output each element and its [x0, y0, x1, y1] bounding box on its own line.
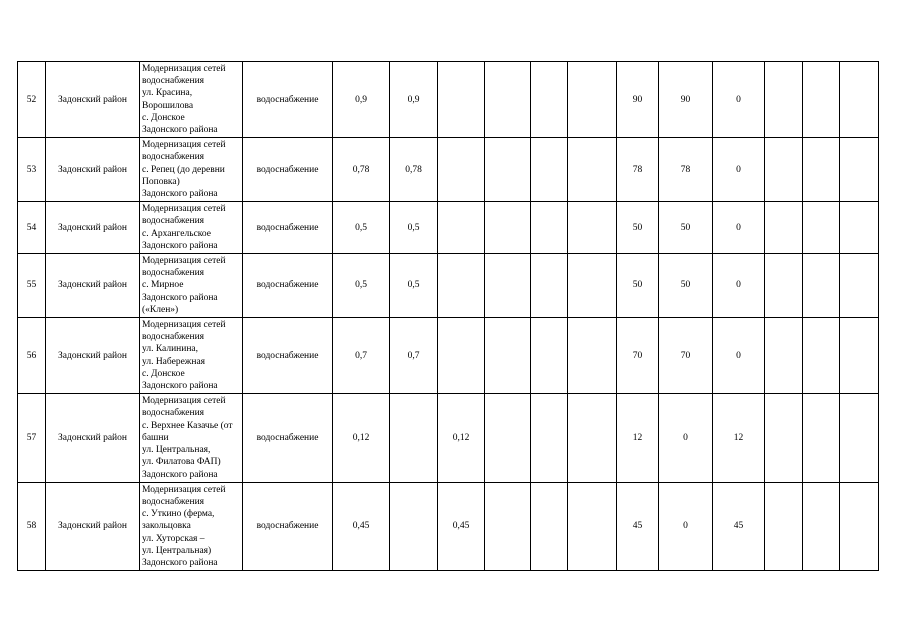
- row-number: 52: [18, 62, 46, 138]
- row-number: 53: [18, 138, 46, 202]
- value-cell-6: [568, 254, 617, 318]
- row-number: 58: [18, 482, 46, 570]
- value-cell-3: 0,45: [438, 482, 485, 570]
- value-cell-11: [803, 394, 840, 482]
- value-cell-7: 90: [617, 62, 659, 138]
- value-cell-7: 78: [617, 138, 659, 202]
- value-cell-4: [485, 482, 531, 570]
- row-number: 55: [18, 254, 46, 318]
- value-cell-7: 50: [617, 202, 659, 254]
- table-row: [18, 482, 879, 570]
- value-cell-2: [390, 482, 438, 570]
- value-cell-7: 70: [617, 318, 659, 394]
- value-cell-7: 45: [617, 482, 659, 570]
- value-cell-8: 0: [659, 482, 713, 570]
- value-cell-6: [568, 62, 617, 138]
- table-row: [18, 62, 879, 138]
- value-cell-5: [531, 62, 568, 138]
- value-cell-9: 0: [713, 138, 765, 202]
- table-row: [18, 394, 879, 482]
- value-cell-1: 0,78: [333, 138, 390, 202]
- value-cell-10: [765, 482, 803, 570]
- value-cell-9: 0: [713, 202, 765, 254]
- type-cell: водоснабжение: [243, 318, 333, 394]
- value-cell-8: 78: [659, 138, 713, 202]
- value-cell-1: 0,5: [333, 202, 390, 254]
- value-cell-12: [840, 62, 879, 138]
- value-cell-12: [840, 202, 879, 254]
- value-cell-8: 90: [659, 62, 713, 138]
- value-cell-2: [390, 394, 438, 482]
- value-cell-2: 0,5: [390, 254, 438, 318]
- value-cell-1: 0,45: [333, 482, 390, 570]
- value-cell-3: [438, 202, 485, 254]
- description-cell: Модернизация сетей водоснабжения с. Мирное Задонского района («Клен»): [140, 254, 243, 318]
- value-cell-8: 50: [659, 202, 713, 254]
- value-cell-11: [803, 202, 840, 254]
- value-cell-3: [438, 254, 485, 318]
- value-cell-12: [840, 138, 879, 202]
- district-cell: Задонский район: [46, 62, 140, 138]
- value-cell-2: 0,78: [390, 138, 438, 202]
- value-cell-7: 50: [617, 254, 659, 318]
- description-cell: Модернизация сетей водоснабжения с. Архангельское Задонского района: [140, 202, 243, 254]
- value-cell-7: 12: [617, 394, 659, 482]
- value-cell-2: 0,9: [390, 62, 438, 138]
- description-cell: Модернизация сетей водоснабжения с. Репец (до деревни Поповка) Задонского района: [140, 138, 243, 202]
- row-number: 57: [18, 394, 46, 482]
- district-cell: Задонский район: [46, 202, 140, 254]
- table-row: [18, 138, 879, 202]
- district-cell: Задонский район: [46, 394, 140, 482]
- value-cell-5: [531, 202, 568, 254]
- table-row: [18, 254, 879, 318]
- table-body: [18, 62, 879, 571]
- value-cell-9: 0: [713, 254, 765, 318]
- type-cell: водоснабжение: [243, 62, 333, 138]
- value-cell-12: [840, 254, 879, 318]
- data-table: [17, 61, 879, 571]
- value-cell-4: [485, 318, 531, 394]
- value-cell-4: [485, 254, 531, 318]
- value-cell-4: [485, 138, 531, 202]
- value-cell-2: 0,5: [390, 202, 438, 254]
- value-cell-6: [568, 138, 617, 202]
- value-cell-8: 50: [659, 254, 713, 318]
- row-number: 54: [18, 202, 46, 254]
- district-cell: Задонский район: [46, 254, 140, 318]
- type-cell: водоснабжение: [243, 202, 333, 254]
- value-cell-10: [765, 62, 803, 138]
- value-cell-9: 0: [713, 318, 765, 394]
- value-cell-6: [568, 482, 617, 570]
- value-cell-2: 0,7: [390, 318, 438, 394]
- value-cell-4: [485, 394, 531, 482]
- value-cell-3: [438, 62, 485, 138]
- value-cell-1: 0,9: [333, 62, 390, 138]
- value-cell-11: [803, 138, 840, 202]
- value-cell-4: [485, 202, 531, 254]
- value-cell-6: [568, 394, 617, 482]
- value-cell-9: 12: [713, 394, 765, 482]
- description-cell: Модернизация сетей водоснабжения с. Верхнее Казачье (от башни ул. Центральная, ул. Филатова ФАП) Задонского района: [140, 394, 243, 482]
- description-cell: Модернизация сетей водоснабжения ул. Красина, Ворошилова с. Донское Задонского района: [140, 62, 243, 138]
- value-cell-11: [803, 62, 840, 138]
- value-cell-1: 0,7: [333, 318, 390, 394]
- value-cell-3: [438, 318, 485, 394]
- value-cell-4: [485, 62, 531, 138]
- district-cell: Задонский район: [46, 318, 140, 394]
- table-row: [18, 202, 879, 254]
- value-cell-10: [765, 394, 803, 482]
- value-cell-11: [803, 482, 840, 570]
- value-cell-8: 70: [659, 318, 713, 394]
- value-cell-10: [765, 318, 803, 394]
- value-cell-8: 0: [659, 394, 713, 482]
- value-cell-11: [803, 254, 840, 318]
- value-cell-1: 0,5: [333, 254, 390, 318]
- value-cell-5: [531, 482, 568, 570]
- description-cell: Модернизация сетей водоснабжения ул. Калинина, ул. Набережная с. Донское Задонского района: [140, 318, 243, 394]
- type-cell: водоснабжение: [243, 254, 333, 318]
- type-cell: водоснабжение: [243, 394, 333, 482]
- value-cell-6: [568, 318, 617, 394]
- type-cell: водоснабжение: [243, 138, 333, 202]
- value-cell-3: 0,12: [438, 394, 485, 482]
- value-cell-12: [840, 318, 879, 394]
- value-cell-5: [531, 138, 568, 202]
- table-row: [18, 318, 879, 394]
- type-cell: водоснабжение: [243, 482, 333, 570]
- value-cell-10: [765, 138, 803, 202]
- row-number: 56: [18, 318, 46, 394]
- value-cell-5: [531, 318, 568, 394]
- value-cell-5: [531, 394, 568, 482]
- value-cell-5: [531, 254, 568, 318]
- value-cell-12: [840, 394, 879, 482]
- value-cell-6: [568, 202, 617, 254]
- value-cell-11: [803, 318, 840, 394]
- value-cell-1: 0,12: [333, 394, 390, 482]
- value-cell-12: [840, 482, 879, 570]
- value-cell-9: 0: [713, 62, 765, 138]
- value-cell-10: [765, 202, 803, 254]
- value-cell-9: 45: [713, 482, 765, 570]
- value-cell-10: [765, 254, 803, 318]
- description-cell: Модернизация сетей водоснабжения с. Уткино (ферма, закольцовка ул. Хуторская – ул. Центральная) Задонского района: [140, 482, 243, 570]
- value-cell-3: [438, 138, 485, 202]
- district-cell: Задонский район: [46, 138, 140, 202]
- district-cell: Задонский район: [46, 482, 140, 570]
